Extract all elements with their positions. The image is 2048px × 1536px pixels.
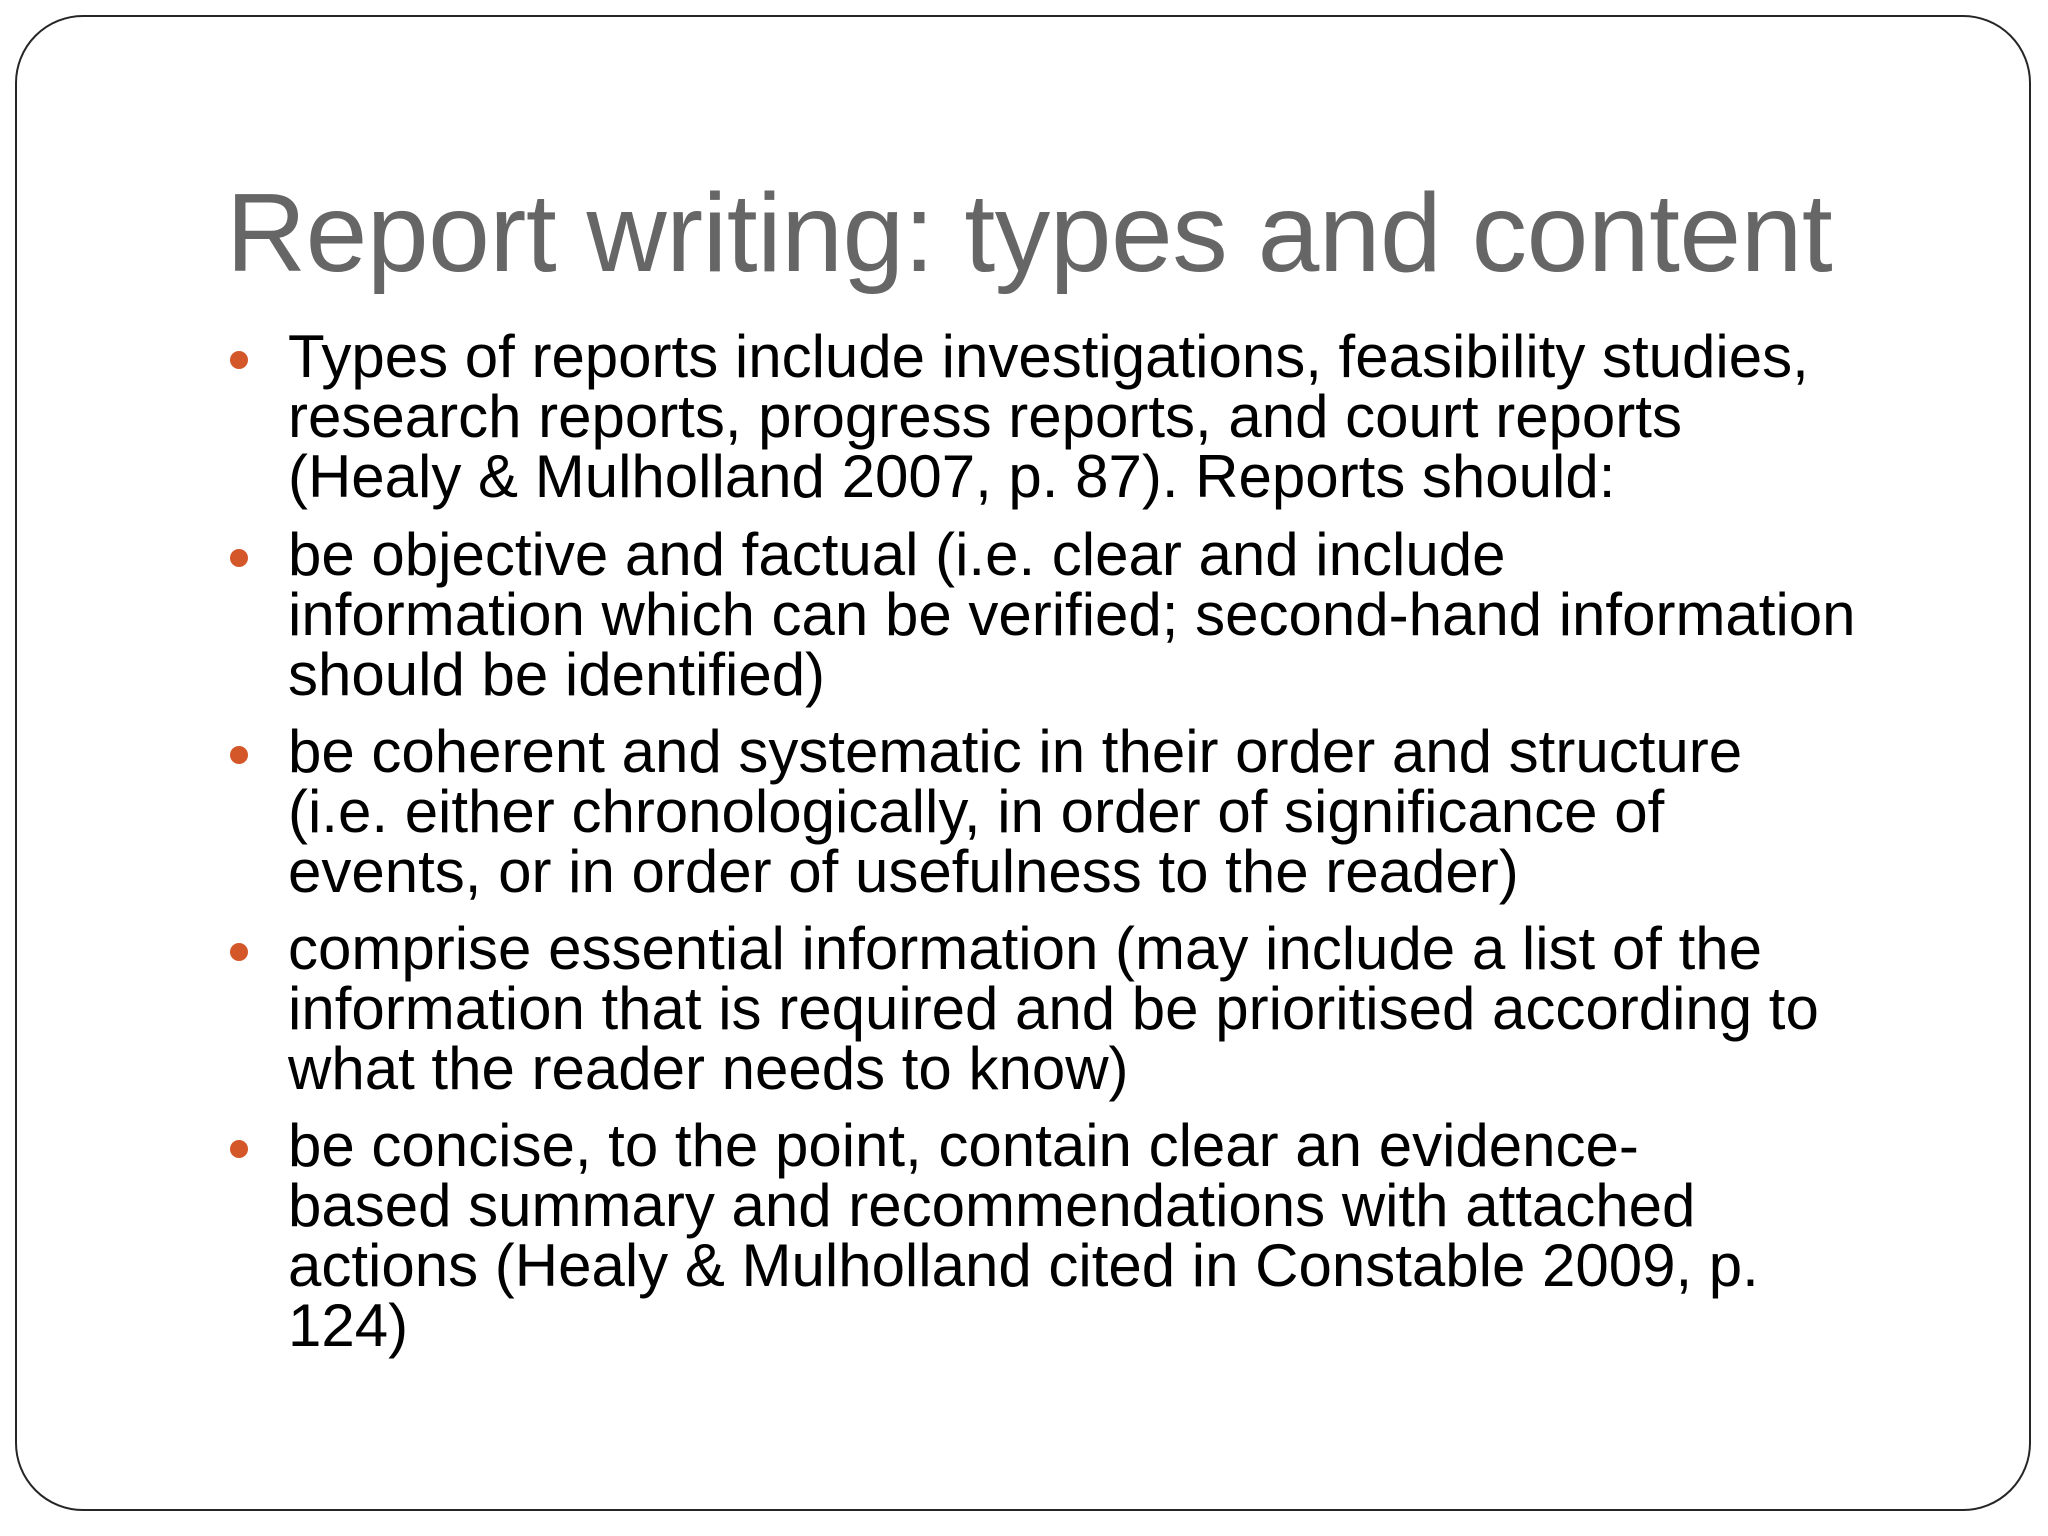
bullet-text: be objective and factual (i.e. clear and include information which can be verified; second-hand information should be identified) xyxy=(288,521,1856,708)
bullet-item xyxy=(226,1112,1946,1359)
bullet-dot-icon xyxy=(230,943,248,961)
bullet-text: be concise, to the point, contain clear an evidence- based summary and recommendations with attached actions (Healy & Mulholland cited in Constable 2009, p. 124) xyxy=(288,1112,1759,1359)
bullet-dot-icon xyxy=(230,351,248,369)
bullet-item xyxy=(226,521,1946,708)
bullet-dot-icon xyxy=(230,746,248,764)
slide-title: Report writing: types and content xyxy=(226,171,1833,295)
bullet-list xyxy=(226,323,1946,1373)
bullet-text: Types of reports include investigations, feasibility studies, research reports, progress reports, and court reports (Healy & Mulholland 2007, p. 87). Reports should: xyxy=(288,323,1809,510)
bullet-dot-icon xyxy=(230,1140,248,1158)
bullet-text: comprise essential information (may include a list of the information that is required and be prioritised according to what the reader needs to know) xyxy=(288,915,1819,1102)
bullet-item xyxy=(226,718,1946,905)
bullet-text: be coherent and systematic in their order and structure (i.e. either chronologically, in order of significance of events, or in order of usefulness to the reader) xyxy=(288,718,1743,905)
bullet-item xyxy=(226,915,1946,1102)
bullet-item xyxy=(226,323,1946,510)
bullet-dot-icon xyxy=(230,549,248,567)
